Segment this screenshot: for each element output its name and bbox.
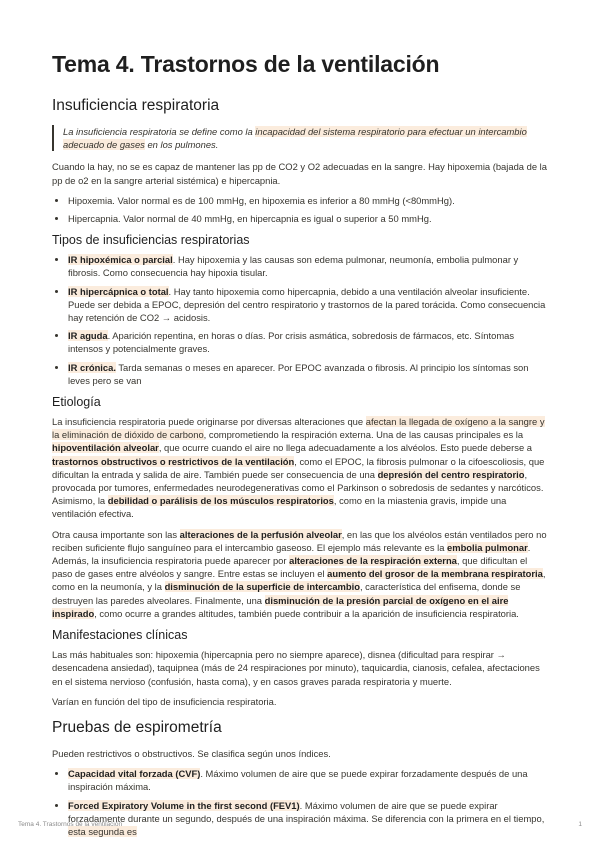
paragraph: La insuficiencia respiratoria puede originarse por diversas alteraciones que afectan la llegada de oxígeno a la sangre y la eliminación de dióxido de carbono, comprometiendo la respiración externa. Una de las causas principales es la hipoventilación alveolar, que ocurre cuando el aire no llega adecuadamente a los alvéolos. Esto puede deberse a trastornos obstructivos o restrictivos de la ventilación, como el EPOC, la fibrosis pulmonar o la cifoescoliosis, que dificultan la entrada y salida de aire. También puede ser consecuencia de una depresión del centro respiratorio, provocada por tumores, enfermedades neurodegenerativas como el Parkinson o sobredosis de sedantes y narcóticos. Asimismo, la debilidad o parálisis de los músculos respiratorios, como en la miastenia gravis, impide una ventilación efectiva. [52,416,545,520]
list-item: • Forced Expiratory Volume in the first second (FEV1). Máximo volumen de aire que se puede expirar forzadamente durante un segundo, después de una inspiración máxima. Se diferencia con la primera en el tiempo, esta segunda es [68,799,548,839]
list-item: • Hipercapnia. Valor normal de 40 mmHg, en hipercapnia es igual o superior a 50 mmHg. [68,212,548,225]
section-heading-insuficiencia: Insuficiencia respiratoria [52,97,220,114]
definition-quote: La insuficiencia respiratoria se define como la incapacidad del sistema respiratorio para efectuar un intercambio adecuado de gases en los pulmones. [52,125,548,151]
list-item: • IR hipercápnica o total. Hay tanto hipoxemia como hipercapnia, debido a una ventilación alveolar insuficiente. Puede ser debida a EPOC, depresión del centro respiratorio y trastornos de la pared torácida. Como consecuencia hay retención de CO2 → acidosis. [68,285,548,325]
bullet-list [52,194,548,225]
bullet-list [52,253,548,387]
page-title: Tema 4. Trastornos de la ventilación [52,51,440,77]
page-footer [18,821,582,828]
list-item: • Capacidad vital forzada (CVF). Máximo volumen de aire que se puede expirar forzadamente después de una inspiración máxima. [68,767,548,793]
subheading-tipos: Tipos de insuficiencias respiratorias [52,233,250,248]
paragraph: Cuando la hay, no se es capaz de mantener las pp de CO2 y O2 adecuadas en la sangre. Hay hipoxemia (bajada de la pp de o2 en la sangre arterial sistémica) e hipercapnia. [52,161,547,186]
subheading-manifestaciones: Manifestaciones clínicas [52,628,188,643]
list-item: • Hipoxemia. Valor normal es de 100 mmHg, en hipoxemia es inferior a 80 mmHg (<80mmHg). [68,194,548,207]
paragraph: Otra causa importante son las alteraciones de la perfusión alveolar, en las que los alvéolos están ventilados pero no reciben suficiente flujo sanguíneo para el intercambio gaseoso. El ejemplo más relevante es la embolia pulmonar. Además, la insuficiencia respiratoria puede aparecer por alteraciones de la respiración externa, que dificultan el paso de gases entre alvéolos y sangre. Entre estas se incluyen el aumento del grosor de la membrana respiratoria, como en la neumonía, y la disminución de la superficie de intercambio, característica del enfisema, donde se destruyen las paredes alveolares. Finalmente, una disminución de la presión parcial de oxígeno en el aire inspirado, como ocurre a grandes altitudes, también puede contribuir a la aparición de insuficiencia respiratoria. [52,528,547,619]
document-page [52,50,548,845]
highlight: incapacidad del sistema respiratorio para efectuar un intercambio adecuado de gases [63,126,527,151]
list-item: • IR aguda. Aparición repentina, en horas o días. Por crisis asmática, sobredosis de fármacos, etc. Síntomas intensos y potencialmente graves. [68,329,548,355]
section-heading-espirometria: Pruebas de espirometría [52,718,222,736]
list-item: • IR crónica. Tarda semanas o meses en aparecer. Por EPOC avanzada o fibrosis. Al principio los síntomas son leves pero se van [68,361,548,387]
paragraph: Pueden restrictivos o obstructivos. Se clasifica según unos índices. [52,747,331,759]
subheading-etiologia: Etiología [52,395,101,410]
page-number: 1 [578,821,582,828]
paragraph: Las más habituales son: hipoxemia (hipercapnia pero no siempre aparece), disnea (dificultad para respirar → desencadena ansiedad), taquipnea (más de 24 respiraciones por minuto), taquicardia, cianosis, cefalea, afectaciones en el sistema nervioso (confusión, hasta coma), y en casos graves parada respiratoria y muerte. [52,649,540,687]
footer-label: Tema 4. Trastornos de la ventilación [18,821,123,828]
list-item: • IR hipoxémica o parcial. Hay hipoxemia y las causas son edema pulmonar, neumonía, embolia pulmonar y fibrosis. Como consecuencia hay hipoxia tisular. [68,253,548,279]
paragraph: Varían en función del tipo de insuficiencia respiratoria. [52,695,277,707]
